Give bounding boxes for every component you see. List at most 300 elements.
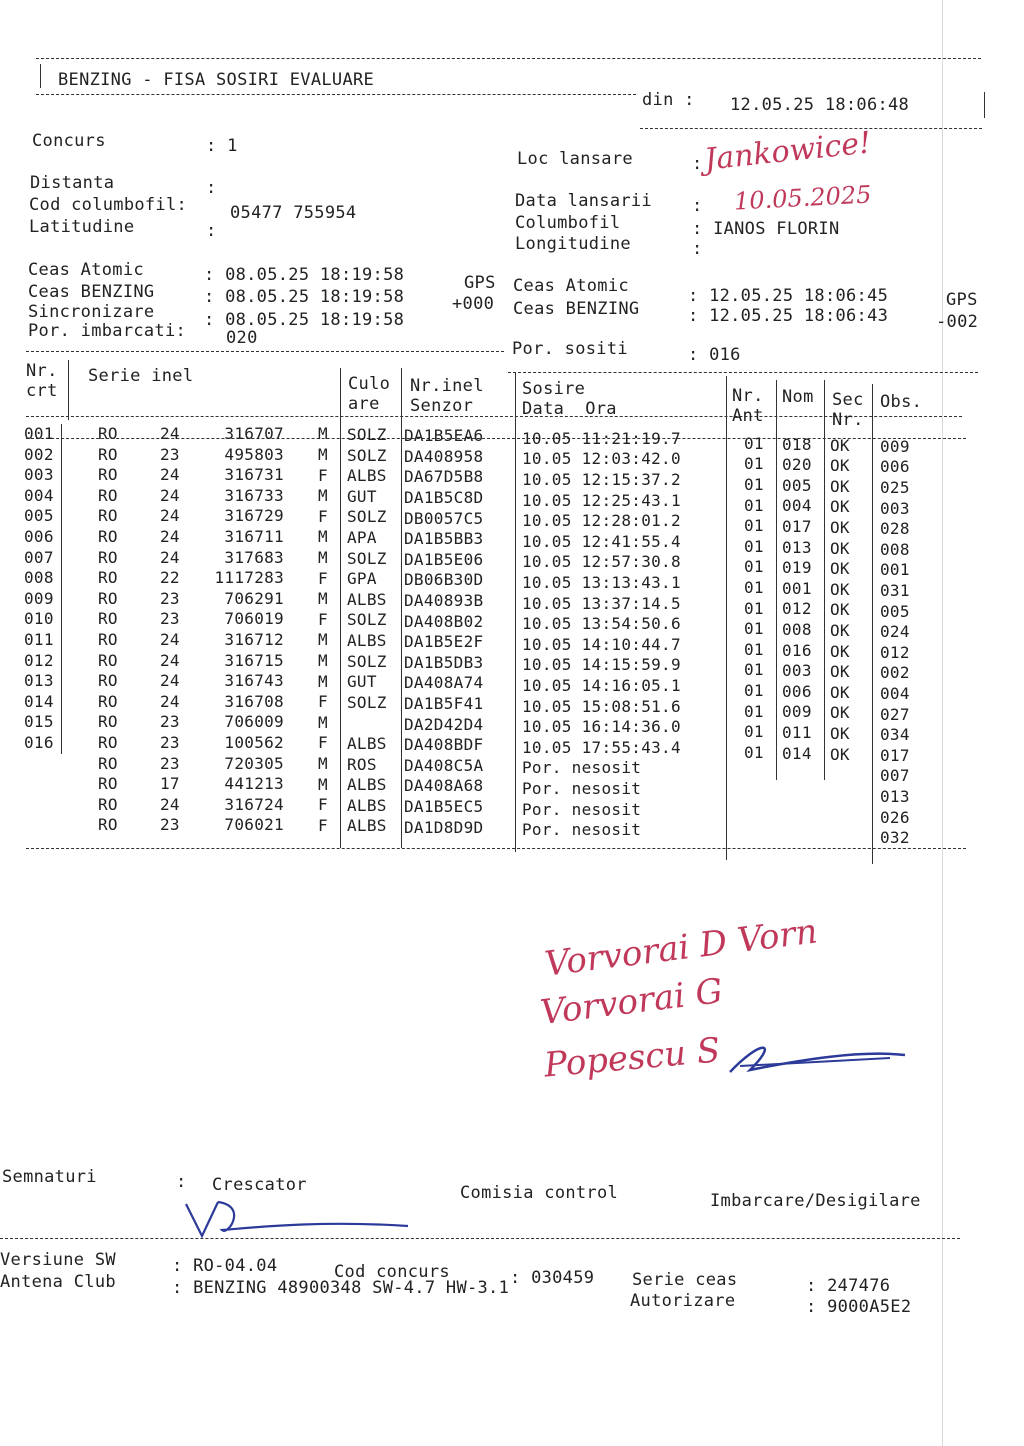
row-country: RO: [98, 794, 118, 814]
row-obs: 001: [880, 560, 910, 580]
row-country: RO: [98, 547, 118, 567]
row-senzor: DA2D42D4: [404, 714, 484, 734]
versiune-sw-label: Versiune SW: [0, 1250, 116, 1270]
row-senzor: DA1B5BB3: [404, 529, 484, 549]
row-culoare: SOLZ: [347, 507, 387, 527]
row-country: RO: [98, 774, 118, 794]
row-ring-number: 720305: [224, 753, 284, 773]
page-edge-line: [942, 0, 943, 1446]
row-sex: M: [318, 671, 328, 691]
row-senzor: DA408B02: [404, 611, 484, 631]
row-obs: 005: [880, 601, 910, 621]
table-top-rule-right: [508, 372, 978, 373]
antena-club-value: : BENZING 48900348 SW-4.7 HW-3.1: [172, 1278, 510, 1298]
header-right-rule: [640, 128, 982, 129]
row-ring-number: 1117283: [214, 568, 284, 588]
row-nom: 004: [782, 496, 812, 516]
row-year: 24: [160, 485, 180, 505]
row-ring-number: 100562: [224, 733, 284, 752]
row-culoare: ALBS: [347, 816, 387, 836]
row-nr-ant: 01: [744, 495, 764, 515]
row-culoare: GPA: [347, 569, 377, 589]
ceas-atomic-start-source: GPS: [464, 273, 496, 293]
header-sosire: Sosire Data Ora: [522, 379, 617, 419]
row-senzor: DB06B30D: [404, 570, 484, 590]
sincronizare-value: : 08.05.25 18:19:58: [204, 310, 405, 330]
semnaturi-label: Semnaturi: [2, 1167, 97, 1187]
row-senzor: DA408A68: [404, 776, 484, 796]
col-divider-nom: [776, 380, 777, 780]
row-year: 24: [160, 547, 180, 567]
row-culoare: SOLZ: [347, 548, 387, 568]
row-senzor: DA1B5C8D: [404, 488, 484, 508]
row-country: RO: [98, 588, 118, 608]
header-sec-nr: Sec Nr.: [832, 390, 864, 430]
row-culoare: GUT: [347, 486, 377, 506]
row-culoare: ALBS: [347, 589, 387, 609]
table-header-rule: [26, 416, 962, 417]
ceas-benzing-start-value: : 08.05.25 18:19:58: [204, 287, 405, 307]
row-obs: 003: [880, 498, 910, 518]
row-nom: 014: [782, 743, 812, 763]
row-ring-number: 495803: [224, 444, 284, 464]
distanta-sep: :: [206, 178, 217, 198]
longitudine-sep: :: [692, 239, 703, 259]
row-sex: F: [318, 815, 328, 835]
row-sex: M: [318, 712, 328, 732]
row-culoare: ALBS: [347, 775, 387, 795]
col-divider-ant: [726, 376, 727, 860]
row-nom: 019: [782, 558, 812, 578]
row-sosire: 10.05 14:10:44.7: [522, 634, 681, 654]
row-country: RO: [98, 424, 118, 443]
row-obs: 002: [880, 663, 910, 683]
row-sex: M: [318, 589, 328, 609]
distanta-label: Distanta: [30, 173, 115, 193]
loc-lansare-sep: :: [692, 154, 703, 174]
row-senzor: DA1D8D9D: [404, 817, 484, 837]
row-year: 23: [160, 733, 180, 752]
row-ring-number: 316729: [224, 506, 284, 526]
row-sec-nr: OK: [830, 621, 850, 641]
row-obs: 027: [880, 704, 910, 724]
col-divider-culoare: [340, 368, 341, 848]
cod-concurs-label: Cod concurs: [334, 1262, 450, 1282]
row-year: 24: [160, 465, 180, 485]
row-nr-crt: 016: [24, 733, 54, 752]
row-country: RO: [98, 506, 118, 526]
header-right-bar: [984, 92, 985, 118]
row-nr-crt: 001: [24, 424, 54, 443]
row-nr-crt: 006: [24, 527, 54, 546]
row-sosire: 10.05 16:14:36.0: [522, 717, 681, 737]
row-sosire: 10.05 13:13:43.1: [522, 573, 681, 593]
row-nom: 003: [782, 661, 812, 681]
row-nr-crt: 013: [24, 671, 54, 691]
cod-columbofil-value: 05477 755954: [230, 203, 357, 223]
row-year: 24: [160, 527, 180, 546]
row-sec-nr: OK: [830, 703, 850, 723]
row-sosire: Por. nesosit: [522, 799, 642, 819]
handwritten-data-lansarii: 10.05.2025: [733, 180, 873, 216]
row-nr-ant: 01: [744, 516, 764, 536]
data-lansarii-sep: :: [692, 196, 703, 216]
row-culoare: GUT: [347, 672, 377, 692]
header-nr-inel-senzor: Nr.inel Senzor: [410, 376, 484, 416]
row-country: RO: [98, 609, 118, 629]
row-nr-ant: 01: [744, 701, 764, 721]
row-sex: F: [318, 609, 328, 629]
row-senzor: DA1B5F41: [404, 694, 484, 714]
row-sosire: Por. nesosit: [522, 779, 642, 799]
row-obs: 012: [880, 642, 910, 662]
row-obs: 031: [880, 580, 910, 600]
row-culoare: SOLZ: [347, 610, 387, 630]
row-country: RO: [98, 671, 118, 691]
row-sosire: 10.05 12:15:37.2: [522, 470, 681, 490]
col-divider-sosire: [515, 372, 516, 852]
row-country: RO: [98, 465, 118, 485]
row-year: 24: [160, 506, 180, 526]
header-nr-ant: Nr. Ant: [732, 386, 764, 426]
row-year: 22: [160, 568, 180, 588]
row-ring-number: 706019: [224, 609, 284, 629]
ceas-benzing-start-label: Ceas BENZING: [28, 282, 155, 302]
row-sex: M: [318, 527, 328, 547]
row-obs: 017: [880, 745, 910, 765]
ceas-benzing-start-offset: +000: [452, 294, 495, 314]
row-sec-nr: OK: [830, 559, 850, 579]
row-sec-nr: OK: [830, 579, 850, 599]
row-nom: 006: [782, 681, 812, 701]
row-sosire: 10.05 17:55:43.4: [522, 737, 681, 757]
row-obs: 025: [880, 477, 910, 497]
col-divider-crt-body: [61, 424, 62, 754]
row-senzor: DA40893B: [404, 591, 484, 611]
row-senzor: DA1B5EA6: [404, 426, 484, 446]
row-sec-nr: OK: [830, 662, 850, 682]
row-obs: 024: [880, 622, 910, 642]
row-sosire: 10.05 13:54:50.6: [522, 614, 681, 634]
row-obs: 004: [880, 683, 910, 703]
col-divider-crt: [68, 360, 69, 420]
footer-rule: [0, 1238, 960, 1239]
row-sex: F: [318, 795, 328, 815]
serie-ceas-label: Serie ceas: [632, 1270, 738, 1290]
row-sex: F: [318, 733, 328, 753]
row-nr-ant: 01: [744, 536, 764, 556]
row-sex: F: [318, 506, 328, 526]
row-country: RO: [98, 733, 118, 752]
row-country: RO: [98, 815, 118, 835]
din-label: din :: [642, 90, 695, 110]
row-sec-nr: OK: [830, 538, 850, 558]
row-sosire: 10.05 14:16:05.1: [522, 676, 681, 696]
row-ring-number: 441213: [224, 774, 284, 794]
table-bottom-rule: [26, 848, 966, 849]
row-nom: 018: [782, 434, 812, 454]
ceas-atomic-start-label: Ceas Atomic: [28, 260, 144, 280]
concurs-value: : 1: [206, 136, 238, 156]
row-sec-nr: OK: [830, 641, 850, 661]
concurs-label: Concurs: [32, 131, 106, 151]
row-country: RO: [98, 712, 118, 732]
row-nom: 001: [782, 578, 812, 598]
autorizare-value: : 9000A5E2: [806, 1297, 912, 1317]
header-top-rule: [36, 58, 981, 59]
handwritten-signature-2: Vorvorai G: [538, 970, 725, 1034]
data-lansarii-label: Data lansarii: [515, 191, 652, 211]
row-sec-nr: OK: [830, 476, 850, 496]
row-nr-ant: 01: [744, 639, 764, 659]
row-sosire: 10.05 14:15:59.9: [522, 655, 681, 675]
row-sosire: 10.05 12:28:01.2: [522, 511, 681, 531]
row-year: 17: [160, 774, 180, 794]
row-sosire: 10.05 12:25:43.1: [522, 490, 681, 510]
row-senzor: DA408BDF: [404, 735, 484, 755]
row-sex: M: [318, 547, 328, 567]
row-sec-nr: OK: [830, 435, 850, 455]
imbarcare-desigilare-label: Imbarcare/Desigilare: [710, 1191, 921, 1211]
row-senzor: DA1B5DB3: [404, 652, 484, 672]
row-senzor: DA408C5A: [404, 755, 484, 775]
cod-columbofil-label: Cod columbofil:: [29, 195, 188, 215]
row-senzor: DB0057C5: [404, 508, 484, 528]
row-senzor: DA1B5E06: [404, 549, 484, 569]
row-culoare: ALBS: [347, 734, 387, 754]
ceas-atomic-end-label: Ceas Atomic: [513, 276, 629, 296]
row-sex: M: [318, 424, 328, 444]
row-sex: F: [318, 465, 328, 485]
row-nr-crt: 012: [24, 650, 54, 670]
row-year: 24: [160, 794, 180, 814]
row-country: RO: [98, 568, 118, 588]
row-culoare: APA: [347, 528, 377, 548]
blue-signature-scribble: [720, 1000, 920, 1100]
row-sec-nr: OK: [830, 724, 850, 744]
sincronizare-label: Sincronizare: [28, 302, 155, 322]
header-obs: Obs.: [880, 392, 923, 412]
row-year: 24: [160, 671, 180, 691]
row-country: RO: [98, 630, 118, 649]
row-year: 23: [160, 588, 180, 608]
row-obs: 032: [880, 828, 910, 848]
row-year: 23: [160, 444, 180, 464]
handwritten-loc-lansare: Jankowice!: [702, 125, 873, 178]
ceas-benzing-end-offset: -002: [936, 312, 979, 332]
row-sec-nr: OK: [830, 600, 850, 620]
header-culoare: Culo are: [348, 374, 391, 414]
comisia-control-label: Comisia control: [460, 1183, 619, 1203]
row-culoare: SOLZ: [347, 425, 387, 445]
row-year: 24: [160, 650, 180, 670]
row-ring-number: 316715: [224, 650, 284, 670]
row-sosire: 10.05 11:21:19.7: [522, 428, 681, 448]
row-obs: 013: [880, 786, 910, 806]
row-ring-number: 317683: [224, 547, 284, 567]
ceas-benzing-end-value: : 12.05.25 18:06:43: [688, 306, 889, 326]
row-sec-nr: OK: [830, 744, 850, 764]
row-nom: 008: [782, 620, 812, 639]
row-culoare: SOLZ: [347, 651, 387, 671]
row-sosire: 10.05 12:03:42.0: [522, 449, 681, 469]
row-senzor: DA1B5EC5: [404, 797, 484, 817]
row-year: 23: [160, 815, 180, 835]
row-nom: 020: [782, 455, 812, 475]
row-country: RO: [98, 691, 118, 711]
semnaturi-sep: :: [176, 1172, 187, 1192]
imbarcati-label: Por. imbarcati:: [28, 321, 187, 341]
row-senzor: DA67D5B8: [404, 467, 484, 487]
header-left-bar: [40, 64, 41, 88]
row-sosire: Por. nesosit: [522, 820, 642, 840]
col-divider-obs: [872, 384, 873, 864]
row-obs: 008: [880, 539, 910, 559]
row-year: 23: [160, 753, 180, 773]
row-year: 24: [160, 691, 180, 711]
sositi-label: Por. sositi: [512, 339, 628, 359]
row-country: RO: [98, 753, 118, 773]
row-nr-crt: 008: [24, 568, 54, 588]
row-ring-number: 316712: [224, 630, 284, 649]
row-country: RO: [98, 444, 118, 464]
row-culoare: SOLZ: [347, 692, 387, 712]
row-senzor: DA408958: [404, 446, 484, 466]
row-nr-crt: 011: [24, 630, 54, 649]
crescator-label: Crescator: [212, 1175, 307, 1195]
row-ring-number: 316707: [224, 424, 284, 443]
row-sex: F: [318, 568, 328, 588]
row-nr-ant: 01: [744, 660, 764, 680]
autorizare-label: Autorizare: [630, 1291, 736, 1311]
row-sex: M: [318, 630, 328, 650]
row-obs: 034: [880, 725, 910, 745]
row-nr-ant: 01: [744, 742, 764, 762]
row-obs: 028: [880, 519, 910, 539]
row-sosire: Por. nesosit: [522, 758, 642, 778]
row-culoare: ROS: [347, 754, 377, 774]
row-nr-ant: 01: [744, 557, 764, 577]
row-culoare: ALBS: [347, 466, 387, 486]
row-nr-ant: 01: [744, 454, 764, 474]
row-culoare: ALBS: [347, 631, 387, 651]
row-year: 24: [160, 424, 180, 443]
row-obs: 009: [880, 436, 910, 456]
row-nr-crt: 014: [24, 691, 54, 711]
cod-concurs-value: : 030459: [510, 1268, 595, 1288]
row-sosire: 10.05 12:41:55.4: [522, 531, 681, 551]
row-nr-ant: 01: [744, 680, 764, 700]
versiune-sw-value: : RO-04.04: [172, 1256, 278, 1276]
row-nr-ant: 01: [744, 722, 764, 742]
row-senzor: DA1B5E2F: [404, 632, 484, 652]
row-nr-crt: 005: [24, 506, 54, 526]
latitudine-label: Latitudine: [29, 217, 135, 237]
row-ring-number: 316724: [224, 794, 284, 814]
row-culoare: ALBS: [347, 795, 387, 815]
row-nr-ant: 01: [744, 433, 764, 453]
row-nom: 016: [782, 640, 812, 660]
latitudine-sep: :: [206, 221, 217, 241]
row-sec-nr: OK: [830, 456, 850, 476]
row-nr-crt: 004: [24, 485, 54, 505]
header-nom: Nom: [782, 387, 814, 407]
row-nom: 005: [782, 475, 812, 495]
antena-club-label: Antena Club: [0, 1272, 116, 1292]
table-top-rule-left: [26, 351, 504, 352]
row-nom: 011: [782, 723, 812, 742]
columbofil-value: : IANOS FLORIN: [692, 219, 840, 239]
page-title: BENZING - FISA SOSIRI EVALUARE: [58, 70, 375, 90]
row-ring-number: 316731: [224, 465, 284, 485]
row-nr-ant: 01: [744, 474, 764, 494]
serie-ceas-value: : 247476: [806, 1276, 891, 1296]
row-obs: 007: [880, 766, 910, 786]
row-sex: M: [318, 774, 328, 794]
row-sec-nr: OK: [830, 518, 850, 538]
row-ring-number: 706009: [224, 712, 284, 732]
row-sosire: 10.05 15:08:51.6: [522, 696, 681, 716]
loc-lansare-label: Loc lansare: [517, 149, 633, 169]
header-nr-crt: Nr. crt: [26, 361, 58, 401]
imbarcati-value: 020: [226, 328, 258, 348]
row-nr-crt: 003: [24, 465, 54, 485]
row-year: 23: [160, 609, 180, 629]
row-nom: 013: [782, 537, 812, 557]
row-ring-number: 706291: [224, 588, 284, 608]
row-nr-crt: 002: [24, 444, 54, 464]
row-year: 24: [160, 630, 180, 649]
row-nr-ant: 01: [744, 619, 764, 639]
handwritten-signature-3: Popescu S: [542, 1030, 722, 1086]
col-divider-senzor: [401, 368, 402, 848]
row-sex: M: [318, 444, 328, 464]
handwritten-signature-1: Vorvorai D Vorn: [542, 911, 820, 985]
row-obs: 026: [880, 807, 910, 827]
row-sex: M: [318, 486, 328, 506]
row-nr-ant: 01: [744, 598, 764, 618]
row-country: RO: [98, 485, 118, 505]
row-nr-crt: 009: [24, 588, 54, 608]
row-sex: F: [318, 692, 328, 712]
ceas-atomic-end-value: : 12.05.25 18:06:45: [688, 286, 889, 306]
ceas-atomic-start-value: : 08.05.25 18:19:58: [204, 265, 405, 285]
row-sex: M: [318, 753, 328, 773]
row-nr-ant: 01: [744, 577, 764, 597]
row-ring-number: 316711: [224, 527, 284, 546]
row-ring-number: 316708: [224, 691, 284, 711]
col-divider-sec: [824, 380, 825, 780]
din-value: 12.05.25 18:06:48: [730, 95, 910, 115]
row-country: RO: [98, 527, 118, 546]
row-obs: 006: [880, 457, 910, 477]
row-year: 23: [160, 712, 180, 732]
row-nom: 009: [782, 702, 812, 722]
row-country: RO: [98, 650, 118, 670]
row-sex: M: [318, 650, 328, 670]
row-senzor: DA408A74: [404, 673, 484, 693]
row-ring-number: 316733: [224, 485, 284, 505]
header-bottom-rule: [36, 94, 636, 95]
longitudine-label: Longitudine: [515, 234, 631, 254]
row-sec-nr: OK: [830, 682, 850, 702]
row-nr-crt: 010: [24, 609, 54, 629]
sositi-value: : 016: [688, 345, 741, 365]
row-nr-crt: 015: [24, 712, 54, 732]
row-nr-crt: 007: [24, 547, 54, 567]
row-ring-number: 316743: [224, 671, 284, 691]
row-ring-number: 706021: [224, 815, 284, 835]
